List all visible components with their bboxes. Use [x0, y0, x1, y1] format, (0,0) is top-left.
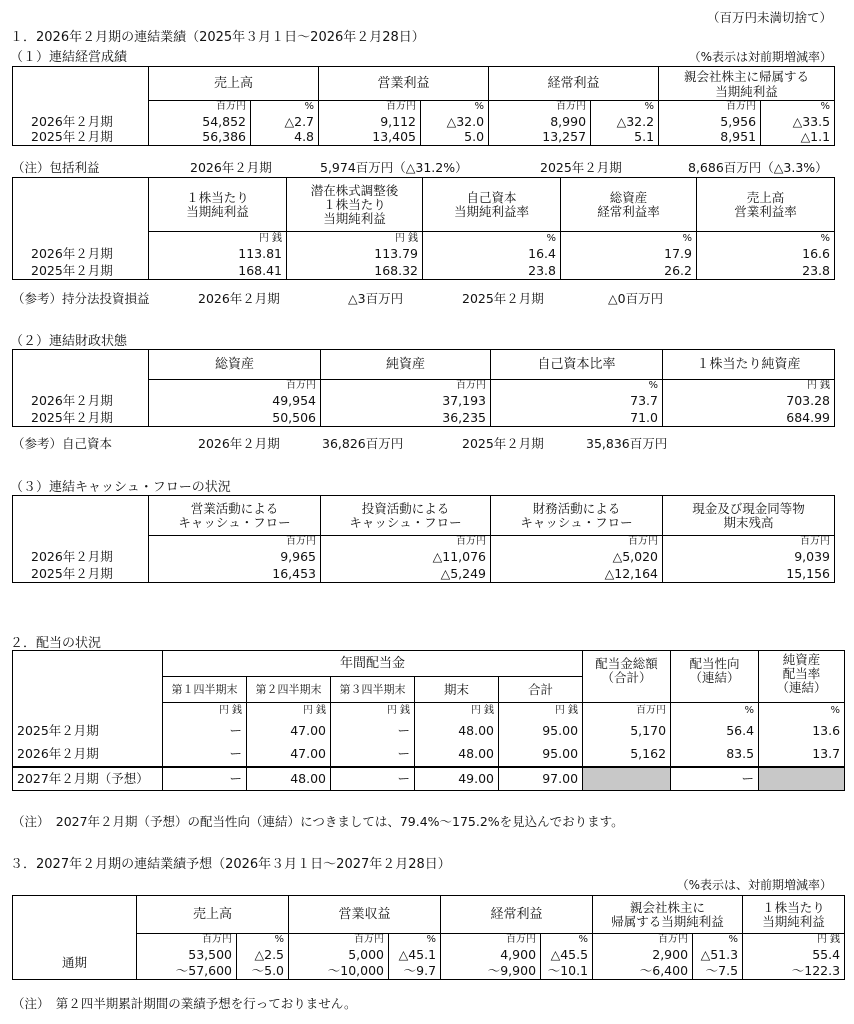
value-cell: △2.5	[237, 947, 289, 963]
unit-cell: %	[251, 101, 319, 114]
value-cell: 13,405	[319, 130, 421, 146]
unit-cell: 百万円	[491, 536, 663, 549]
value-cell: 36,235	[321, 410, 491, 427]
value-cell: 47.00	[247, 743, 331, 767]
header-total-dividend: 配当金総額 （合計）	[583, 651, 671, 703]
cashflow-subtitle: （３）連結キャッシュ・フローの状況	[10, 480, 231, 495]
unit-cell: 円 銭	[163, 703, 247, 719]
value-cell: ～9.7	[389, 963, 441, 980]
table-row	[13, 130, 835, 146]
header-net-income: 親会社株主に帰属する 当期純利益	[659, 67, 835, 101]
financial-position-table	[12, 349, 835, 427]
value-cell: 9,965	[149, 549, 321, 566]
value-cell: △45.1	[389, 947, 441, 963]
unit-cell: %	[237, 934, 289, 947]
dividend-note: （注） 2027年２月期（予想）の配当性向（連結）につきましては、79.4%～175.2%を見込んでおります。	[12, 814, 624, 829]
unit-cell: %	[591, 101, 659, 114]
value-cell: ～122.3	[743, 963, 845, 980]
value-cell: 8,951	[659, 130, 761, 146]
header-q1: 第１四半期末	[163, 677, 247, 703]
header-operating-revenue: 営業収益	[289, 896, 441, 934]
note-value: △3百万円	[348, 291, 404, 306]
value-cell: ～10,000	[289, 963, 389, 980]
table-row	[13, 410, 835, 427]
header-dividend-on-equity: 純資産 配当率 （連結）	[759, 651, 845, 703]
value-cell: 684.99	[663, 410, 835, 427]
header-ordinary-profit: 経常利益	[441, 896, 593, 934]
value-cell: ～5.0	[237, 963, 289, 980]
header-eps: １株当たり 当期純利益	[743, 896, 845, 934]
comprehensive-income-label: （注）包括利益	[12, 160, 100, 175]
value-cell: 113.79	[287, 246, 423, 263]
value-cell: ー	[331, 743, 415, 767]
header-financing-cf: 財務活動による キャッシュ・フロー	[491, 496, 663, 536]
header-equity-ratio: 自己資本比率	[491, 350, 663, 380]
header-operating-profit: 営業利益	[319, 67, 489, 101]
header-investing-cf: 投資活動による キャッシュ・フロー	[321, 496, 491, 536]
forecast-row	[13, 767, 845, 791]
unit-cell: 百万円	[663, 536, 835, 549]
unit-cell: 百万円	[137, 934, 237, 947]
value-cell: △5,020	[491, 549, 663, 566]
dividends-table	[12, 650, 845, 791]
note-value: 36,826百万円	[322, 436, 404, 451]
row-label: 2025年２月期	[13, 130, 149, 146]
value-cell: 23.8	[423, 263, 561, 280]
value-cell: △1.1	[761, 130, 835, 146]
percent-note: （%表示は対前期増減率）	[688, 50, 832, 64]
note-value: 5,974百万円（△31.2%）	[320, 160, 468, 175]
note-period: 2026年２月期	[198, 436, 280, 451]
per-share-table	[12, 177, 835, 280]
unit-cell: 百万円	[593, 934, 693, 947]
header-ordinary-profit: 経常利益	[489, 67, 659, 101]
value-cell: 5,000	[289, 947, 389, 963]
unit-cell: 百万円	[321, 536, 491, 549]
table-row	[13, 743, 845, 767]
value-cell: ー	[671, 767, 759, 791]
unit-cell: 百万円	[149, 380, 321, 393]
header-total: 合計	[499, 677, 583, 703]
value-cell: ～9,900	[441, 963, 541, 980]
unit-cell: %	[671, 703, 759, 719]
value-cell: ～57,600	[137, 963, 237, 980]
value-cell: 4.8	[251, 130, 319, 146]
row-label: 通期	[13, 947, 137, 980]
note-period: 2025年２月期	[462, 291, 544, 306]
value-cell: 5.1	[591, 130, 659, 146]
value-cell: 48.00	[415, 719, 499, 743]
header-eps: １株当たり 当期純利益	[149, 178, 287, 232]
unit-cell: 百万円	[441, 934, 541, 947]
row-label: 2026年２月期	[13, 549, 149, 566]
value-cell: 16.4	[423, 246, 561, 263]
value-cell: 48.00	[247, 767, 331, 791]
value-cell: 703.28	[663, 393, 835, 410]
value-cell: △51.3	[693, 947, 743, 963]
value-cell: 97.00	[499, 767, 583, 791]
unit-cell: 円 銭	[149, 232, 287, 246]
value-cell: 49,954	[149, 393, 321, 410]
value-cell: 37,193	[321, 393, 491, 410]
value-cell: △12,164	[491, 566, 663, 583]
value-cell: △32.0	[421, 114, 489, 130]
value-cell: △33.5	[761, 114, 835, 130]
row-label: 2025年２月期	[13, 566, 149, 583]
section2-title: ２．配当の状況	[10, 636, 102, 651]
header-net-income: 親会社株主に 帰属する当期純利益	[593, 896, 743, 934]
header-diluted-eps: 潜在株式調整後 １株当たり 当期純利益	[287, 178, 423, 232]
header-roa: 総資産 経常利益率	[561, 178, 697, 232]
header-bps: １株当たり純資産	[663, 350, 835, 380]
value-cell: 2,900	[593, 947, 693, 963]
value-cell: 4,900	[441, 947, 541, 963]
row-label: 2026年２月期	[13, 743, 163, 767]
value-cell: 95.00	[499, 743, 583, 767]
header-roe: 自己資本 当期純利益率	[423, 178, 561, 232]
table-row	[13, 393, 835, 410]
value-cell: ～6,400	[593, 963, 693, 980]
value-cell: 168.32	[287, 263, 423, 280]
unit-cell: 百万円	[289, 934, 389, 947]
value-cell: 168.41	[149, 263, 287, 280]
value-cell: 47.00	[247, 719, 331, 743]
units-note: （百万円未満切捨て）	[706, 10, 832, 25]
value-cell: 9,039	[663, 549, 835, 566]
consolidated-results-subtitle: （１）連結経営成績	[10, 50, 128, 65]
results-table	[12, 66, 835, 146]
value-cell: 9,112	[319, 114, 421, 130]
row-label: 2027年２月期（予想）	[13, 767, 163, 791]
value-cell: △5,249	[321, 566, 491, 583]
note-period: 2026年２月期	[198, 291, 280, 306]
unit-cell: 円 銭	[331, 703, 415, 719]
value-cell: 13,257	[489, 130, 591, 146]
cashflow-table	[12, 495, 835, 583]
table-row	[13, 719, 845, 743]
equity-method-label: （参考）持分法投資損益	[12, 291, 150, 306]
note-period: 2025年２月期	[540, 160, 622, 175]
row-label: 2026年２月期	[13, 246, 149, 263]
table-row	[13, 114, 835, 130]
unit-cell: %	[761, 101, 835, 114]
value-cell: 113.81	[149, 246, 287, 263]
value-cell: ～10.1	[541, 963, 593, 980]
note-period: 2025年２月期	[462, 436, 544, 451]
value-cell: ー	[163, 719, 247, 743]
value-cell: 16.6	[697, 246, 835, 263]
financial-position-subtitle: （２）連結財政状態	[10, 334, 128, 349]
row-label: 2025年２月期	[13, 410, 149, 427]
value-cell: 16,453	[149, 566, 321, 583]
table-row	[13, 963, 845, 980]
header-net-assets: 純資産	[321, 350, 491, 380]
unit-cell: 百万円	[319, 101, 421, 114]
value-cell: △11,076	[321, 549, 491, 566]
note-value: 8,686百万円（△3.3%）	[688, 160, 828, 175]
header-annual-dividend: 年間配当金	[163, 651, 583, 677]
value-cell: 17.9	[561, 246, 697, 263]
unit-cell: 百万円	[149, 101, 251, 114]
unit-cell: 円 銭	[247, 703, 331, 719]
unit-cell: 百万円	[489, 101, 591, 114]
note-period: 2026年２月期	[190, 160, 272, 175]
table-row	[13, 263, 835, 280]
header-sales: 売上高	[149, 67, 319, 101]
unit-cell: %	[541, 934, 593, 947]
forecast-table	[12, 895, 845, 980]
row-label: 2026年２月期	[13, 393, 149, 410]
row-label: 2025年２月期	[13, 263, 149, 280]
header-payout-ratio: 配当性向 （連結）	[671, 651, 759, 703]
value-cell: 83.5	[671, 743, 759, 767]
header-q2: 第２四半期末	[247, 677, 331, 703]
value-cell: 23.8	[697, 263, 835, 280]
header-operating-margin: 売上高 営業利益率	[697, 178, 835, 232]
value-cell: 53,500	[137, 947, 237, 963]
row-label: 2026年２月期	[13, 114, 149, 130]
note-value: 35,836百万円	[586, 436, 668, 451]
value-cell: ー	[331, 719, 415, 743]
value-cell: ～7.5	[693, 963, 743, 980]
value-cell: 95.00	[499, 719, 583, 743]
unit-cell: 円 銭	[663, 380, 835, 393]
unit-cell: 百万円	[583, 703, 671, 719]
header-year-end: 期末	[415, 677, 499, 703]
table-row	[13, 549, 835, 566]
value-cell: ー	[163, 767, 247, 791]
unit-cell: 円 銭	[287, 232, 423, 246]
header-cash-balance: 現金及び現金同等物 期末残高	[663, 496, 835, 536]
value-cell: 50,506	[149, 410, 321, 427]
unit-cell: 円 銭	[499, 703, 583, 719]
unit-cell: %	[759, 703, 845, 719]
value-cell: 71.0	[491, 410, 663, 427]
value-cell: △32.2	[591, 114, 659, 130]
value-cell: 13.7	[759, 743, 845, 767]
unit-cell: %	[693, 934, 743, 947]
unit-cell: 百万円	[321, 380, 491, 393]
row-label: 2025年２月期	[13, 719, 163, 743]
unit-cell: %	[423, 232, 561, 246]
table-row	[13, 566, 835, 583]
shareholders-equity-label: （参考）自己資本	[12, 436, 113, 451]
unit-cell: %	[421, 101, 489, 114]
value-cell: 13.6	[759, 719, 845, 743]
value-cell: 5,162	[583, 743, 671, 767]
section3-title: ３．2027年２月期の連結業績予想（2026年３月１日～2027年２月28日）	[10, 857, 451, 872]
unit-cell: 百万円	[659, 101, 761, 114]
header-sales: 売上高	[137, 896, 289, 934]
value-cell: 54,852	[149, 114, 251, 130]
value-cell: 56.4	[671, 719, 759, 743]
value-cell: 26.2	[561, 263, 697, 280]
value-cell: 5,956	[659, 114, 761, 130]
table-row	[13, 246, 835, 263]
value-cell: 56,386	[149, 130, 251, 146]
value-cell: 49.00	[415, 767, 499, 791]
shaded-cell	[583, 767, 671, 791]
forecast-percent-note: （%表示は、対前期増減率）	[676, 878, 832, 892]
note-value: △0百万円	[608, 291, 664, 306]
unit-cell: 円 銭	[415, 703, 499, 719]
unit-cell: %	[561, 232, 697, 246]
forecast-note: （注） 第２四半期累計期間の業績予想を行っておりません。	[12, 996, 357, 1011]
unit-cell: %	[389, 934, 441, 947]
header-total-assets: 総資産	[149, 350, 321, 380]
value-cell: ー	[163, 743, 247, 767]
value-cell: △2.7	[251, 114, 319, 130]
value-cell: ー	[331, 767, 415, 791]
header-operating-cf: 営業活動による キャッシュ・フロー	[149, 496, 321, 536]
value-cell: 55.4	[743, 947, 845, 963]
unit-cell: 百万円	[149, 536, 321, 549]
unit-cell: %	[491, 380, 663, 393]
value-cell: △45.5	[541, 947, 593, 963]
value-cell: 8,990	[489, 114, 591, 130]
section1-title: １．2026年２月期の連結業績（2025年３月１日～2026年２月28日）	[10, 30, 425, 45]
unit-cell: 円 銭	[743, 934, 845, 947]
value-cell: 48.00	[415, 743, 499, 767]
shaded-cell	[759, 767, 845, 791]
value-cell: 5,170	[583, 719, 671, 743]
value-cell: 5.0	[421, 130, 489, 146]
value-cell: 15,156	[663, 566, 835, 583]
table-row	[13, 947, 845, 963]
value-cell: 73.7	[491, 393, 663, 410]
header-q3: 第３四半期末	[331, 677, 415, 703]
unit-cell: %	[697, 232, 835, 246]
